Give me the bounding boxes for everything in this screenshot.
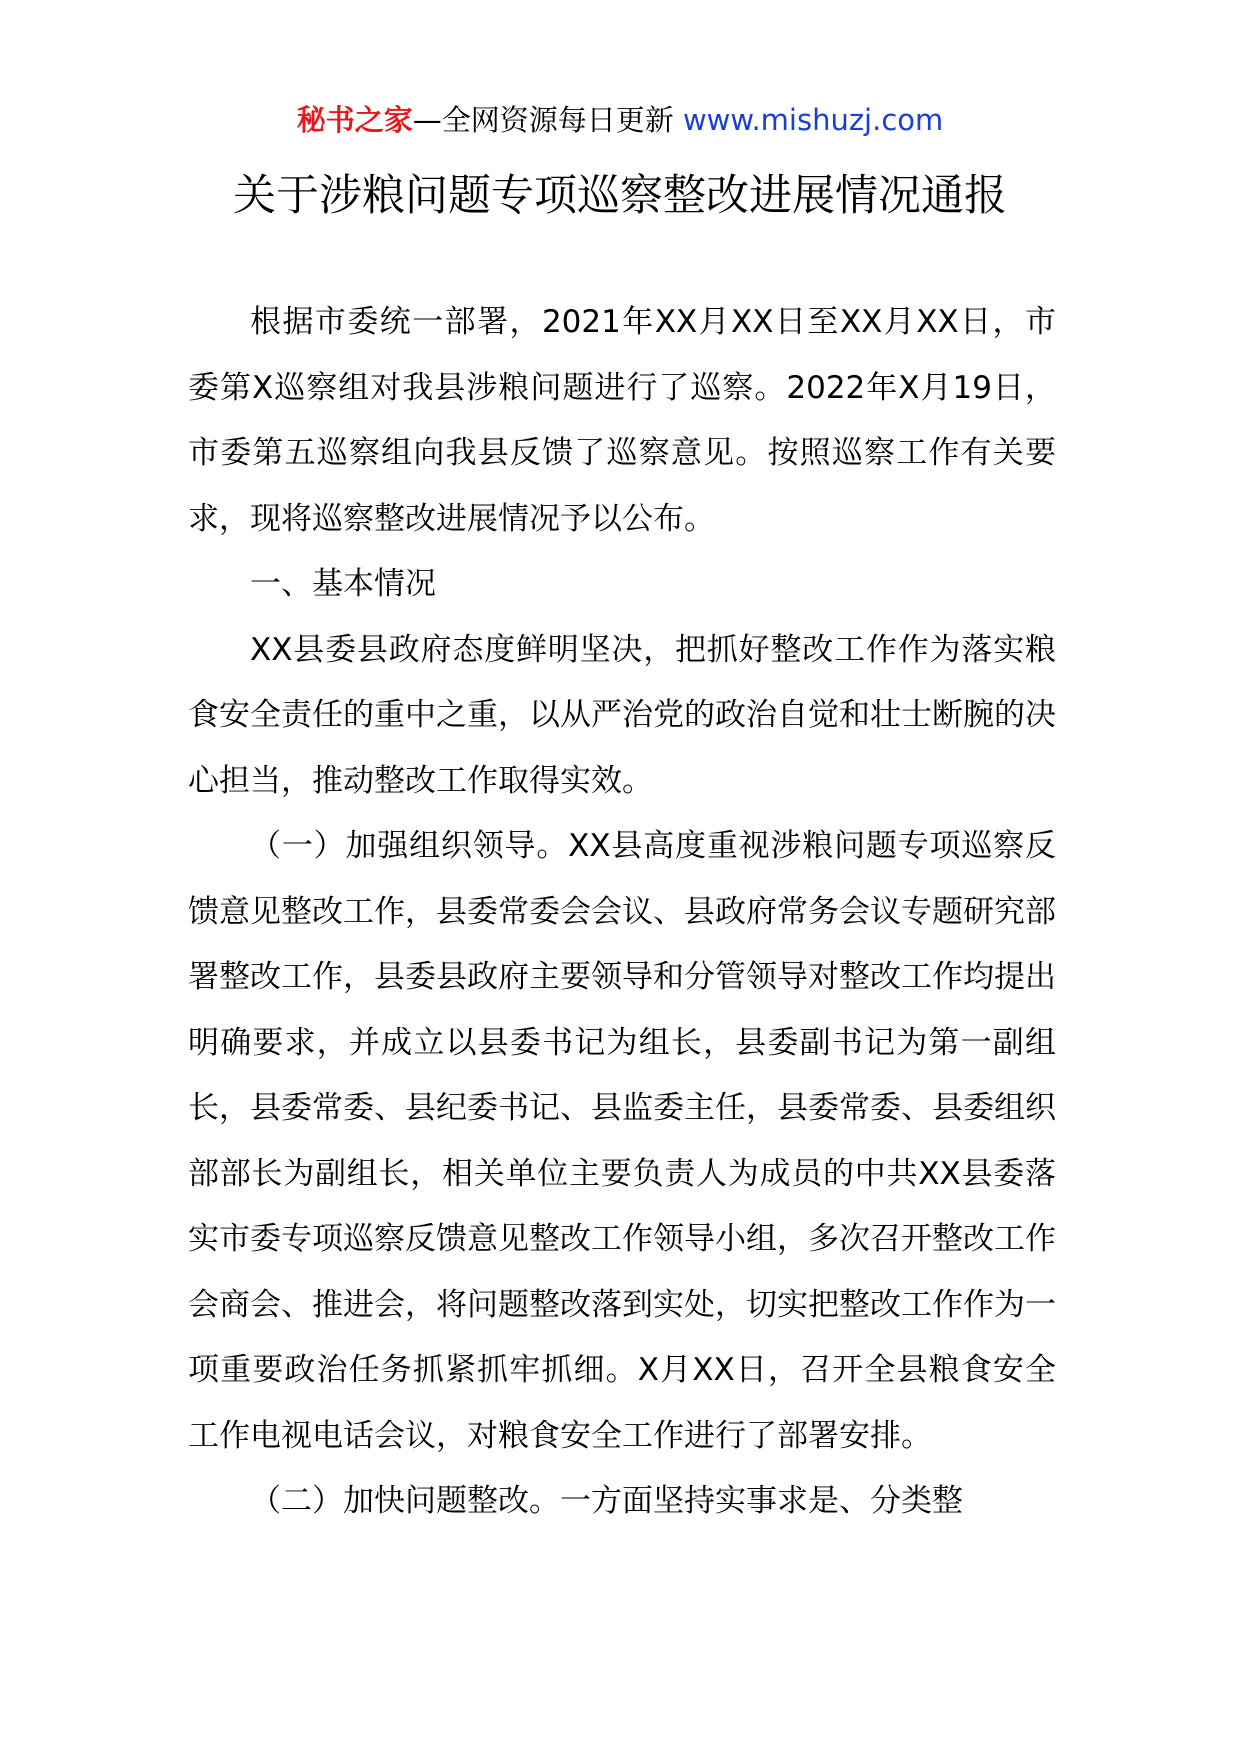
brand-slogan: —全网资源每日更新	[412, 103, 683, 137]
document-title: 关于涉粮问题专项巡察整改进展情况通报	[233, 171, 1007, 221]
paragraph-intro: 根据市委统一部署，2021年XX月XX日至XX月XX日，市委第X巡察组对我县涉粮问题进行了巡察。2022年X月19日，市委第五巡察组向我县反馈了巡察意见。按照巡察工作有关要求，现将巡察整改进展情况予以公布。	[188, 304, 1056, 537]
site-url: www.mishuzj.com	[682, 103, 944, 137]
brand-name: 秘书之家	[296, 103, 413, 137]
paragraph-rectification: （二）加快问题整改。一方面坚持实事求是、分类整	[250, 1483, 963, 1519]
section-heading-basic: 一、基本情况	[250, 566, 436, 602]
document-body	[188, 290, 1056, 1535]
watermark-header	[0, 100, 1240, 140]
paragraph-overview: XX县委县政府态度鲜明坚决，把抓好整改工作作为落实粮食安全责任的重中之重，以从严治党的政治自觉和壮士断腕的决心担当，推动整改工作取得实效。	[188, 631, 1056, 799]
paragraph-organization: （一）加强组织领导。XX县高度重视涉粮问题专项巡察反馈意见整改工作，县委常委会会议、县政府常务会议专题研究部署整改工作，县委县政府主要领导和分管领导对整改工作均提出明确要求，并成立以县委书记为组长，县委副书记为第一副组长，县委常委、县纪委书记、县监委主任，县委常委、县委组织部部长为副组长，相关单位主要负责人为成员的中共XX县委落实市委专项巡察反馈意见整改工作领导小组，多次召开整改工作会商会、推进会，将问题整改落到实处，切实把整改工作作为一项重要政治任务抓紧抓牢抓细。X月XX日，召开全县粮食安全工作电视电话会议，对粮食安全工作进行了部署安排。	[188, 828, 1056, 1454]
